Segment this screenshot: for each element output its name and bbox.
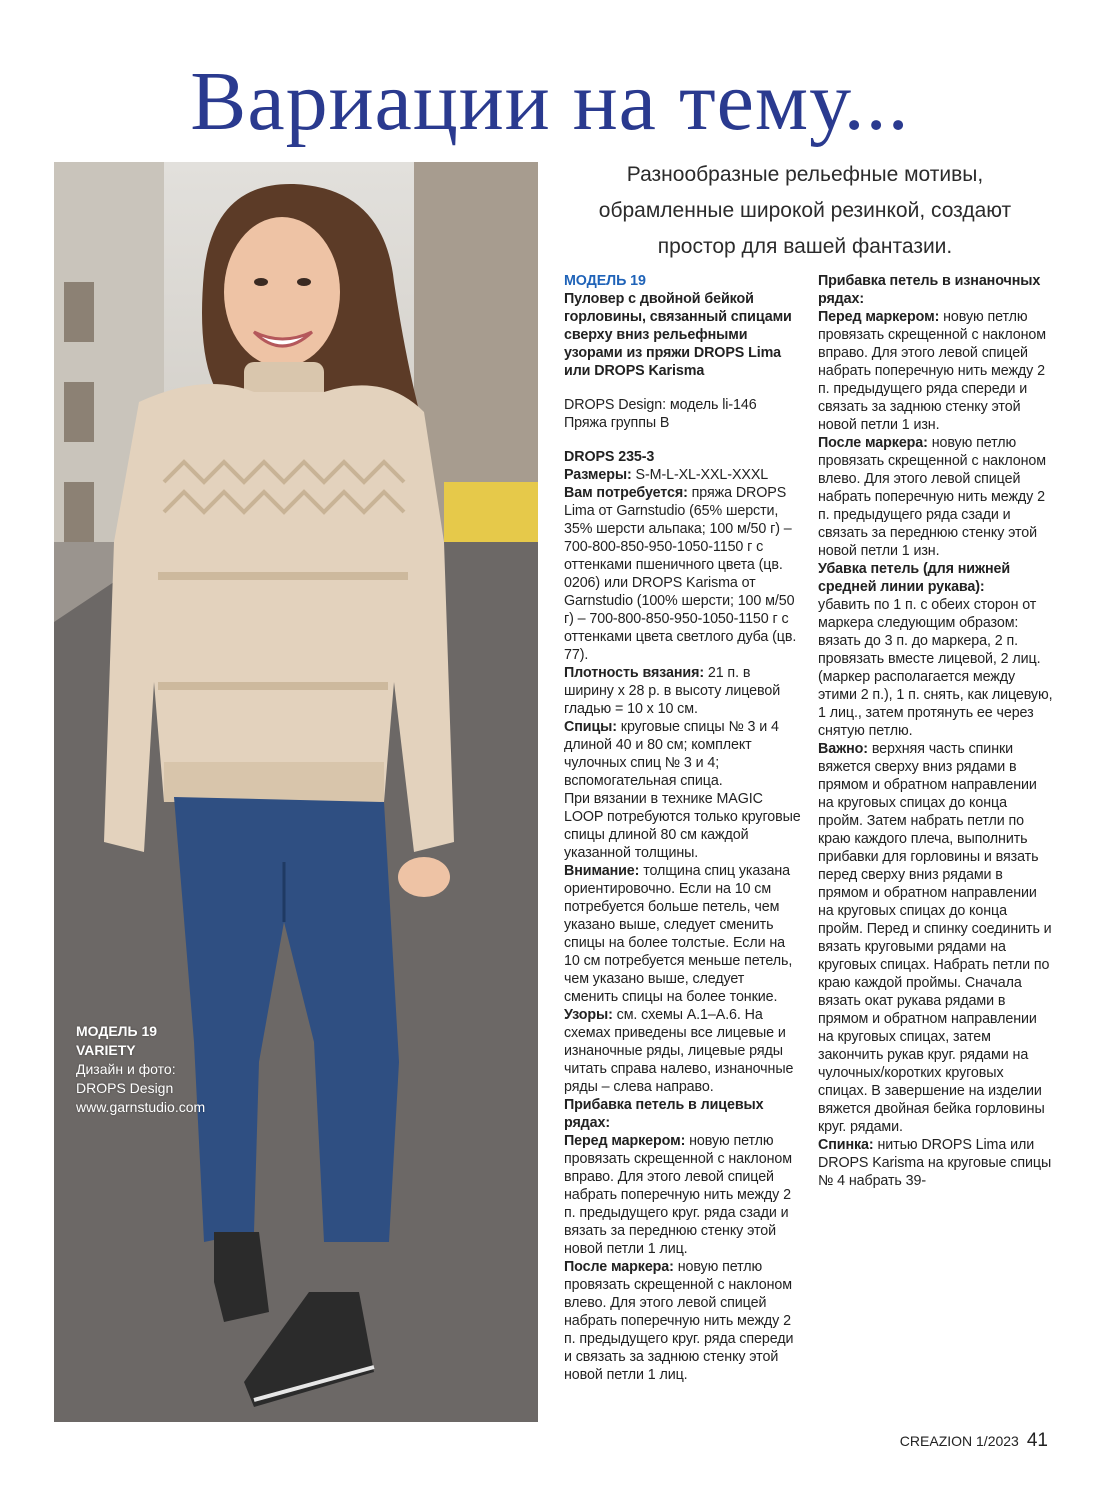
window — [64, 382, 94, 442]
attention-paragraph — [564, 862, 802, 1006]
decrease-paragraph: убавить по 1 п. с обеих сторон от маркера следующим образом: вязать до 3 п. до маркера, 2 п. провязать вместе лицевой, 2 лиц. (маркер располагается между этими 2 п.), 1 п. снять, как лицевую, 1 лиц., затем протянуть ее через снятую петлю. — [818, 597, 1053, 739]
materials-label: Вам потребуется: — [564, 485, 688, 501]
yarn-group: Пряжа группы B — [564, 415, 670, 431]
subtitle-line: обрамленные широкой резинкой, создают — [598, 199, 1012, 222]
inc-ws-after-paragraph — [818, 434, 1054, 560]
hand-right — [398, 857, 450, 897]
caption-credit-label: Дизайн и фото: — [76, 1061, 176, 1077]
subtitle-line: Разнообразные рельефные мотивы, — [626, 163, 984, 186]
inc-ws-after-label: После маркера: — [818, 435, 928, 451]
subtitle — [555, 157, 1055, 265]
model-illustration — [54, 162, 538, 1422]
page-title: Вариации на тему... — [190, 55, 910, 148]
inc-rs-after-label: После маркера: — [564, 1259, 674, 1275]
text-column-1 — [564, 272, 802, 1384]
attention-label: Внимание: — [564, 863, 640, 879]
density-label: Плотность вязания: — [564, 665, 704, 681]
density-value: 21 п. в ширину х 28 р. в высоту лицевой гладью = 10 х 10 см. — [564, 665, 781, 717]
important-value: верхняя часть спинки вяжется сверху вниз рядами в прямом и обратном направлении на круговых спицах до конца пройм. Затем набрать петли по краю каждого плеча, выполнить прибавки для горловины и вязать перед сверху вниз рядами в прямом и обратном направлении на круговых спицах до конца пройм. Перед и спинку соединить и вязать круговыми рядами на круговых спицах. Набрать петли по краю каждой проймы. Сначала вязать окат рукава рядами в прямом и обратном направлении на круговых спицах, затем закончить рукав круг. рядами на чулочных/коротких круговых спицах. В завершение на изделии вяжется двойная бейка горловины круг. рядами. — [818, 741, 1052, 1135]
patterns-label: Узоры: — [564, 1007, 613, 1023]
inc-rs-after-paragraph — [564, 1258, 802, 1384]
eye-left — [254, 278, 268, 286]
inc-rs-before-value: новую петлю провязать скрещенной с наклоном вправо. Для этого левой спицей набрать поперечную нить между 2 п. предыдущего круг. ряда сзади и вязать за переднюю стенку этой новой петли 1 лиц. — [564, 1133, 792, 1257]
patterns-value: см. схемы А.1–А.6. На схемах приведены все лицевые и изнаночные ряды, лицевые ряды читать справа налево, изнаночные ряды – слева направо. — [564, 1007, 794, 1095]
magazine-name: CREAZION 1/2023 — [899, 1433, 1019, 1449]
magic-loop-paragraph: При вязании в технике MAGIC LOOP потребуются только круговые спицы длиной 80 см каждой указанной толщины. — [564, 791, 801, 861]
inc-ws-before-label: Перед маркером: — [818, 309, 940, 325]
density-paragraph — [564, 664, 802, 718]
inc-ws-before-value: новую петлю провязать скрещенной с наклоном вправо. Для этого левой спицей набрать поперечную нить между 2 п. предыдущего ряда спереди и связать за заднюю стенку этой новой петли 1 изн. — [818, 309, 1046, 433]
patterns-paragraph — [564, 1006, 802, 1096]
needles-value: круговые спицы № 3 и 4 длиной 40 и 80 см; комплект чулочных спиц № 3 и 4; вспомогательная спица. — [564, 719, 779, 789]
article-heading: Пуловер с двойной бейкой горловины, связанный спицами сверху вниз рельефными узорами из пряжи DROPS Lima или DROPS Karisma — [564, 291, 792, 379]
sizes-paragraph — [564, 466, 802, 484]
model-label: МОДЕЛЬ 19 — [564, 273, 646, 289]
sizes-label: Размеры: — [564, 467, 632, 483]
pattern-number: DROPS 235-3 — [564, 449, 655, 465]
caption-name: VARIETY — [76, 1042, 136, 1058]
model-photo — [54, 162, 538, 1422]
decrease-heading: Убавка петель (для нижней средней линии рукава): — [818, 561, 1011, 595]
eye-right — [297, 278, 311, 286]
design-line: DROPS Design: модель li-146 — [564, 397, 757, 413]
page-number: 41 — [1026, 1430, 1048, 1451]
inc-rs-heading: Прибавка петель в лицевых рядах: — [564, 1097, 764, 1131]
inc-ws-heading: Прибавка петель в изнаночных рядах: — [818, 273, 1041, 307]
sizes-value: S-M-L-XL-XXL-XXXL — [635, 467, 769, 483]
inc-ws-before-paragraph — [818, 308, 1054, 434]
inc-rs-before-label: Перед маркером: — [564, 1133, 686, 1149]
rib-band — [158, 572, 408, 580]
important-label: Важно: — [818, 741, 868, 757]
page-footer — [900, 1430, 1048, 1452]
caption-credit: DROPS Design — [76, 1080, 174, 1096]
back-value: нитью DROPS Lima или DROPS Karisma на круговые спицы № 4 набрать 39- — [818, 1137, 1052, 1189]
back-paragraph — [818, 1136, 1054, 1190]
back-label: Спинка: — [818, 1137, 874, 1153]
attention-value: толщина спиц указана ориентировочно. Если на 10 см потребуется больше петель, чем указано выше, следует сменить спицы на более толстые. Если на 10 см потребуется меньше петель, чем указано выше, следует сменить спицы на более тонкие. — [564, 863, 793, 1005]
rib-band — [158, 682, 388, 690]
materials-value: пряжа DROPS Lima от Garnstudio (65% шерсти, 35% шерсти альпака; 100 м/50 г) – 700-800-850-950-1050-1150 г с оттенками пшеничного цвета (цв. 0206) или DROPS Karisma от Garnstudio (100% шерсти; 100 м/50 г) – 700-800-850-950-1050-1150 г с оттенками цвета светлого дуба (цв. 77). — [564, 485, 797, 663]
materials-paragraph — [564, 484, 802, 664]
caption-model: МОДЕЛЬ 19 — [76, 1023, 158, 1039]
window — [64, 482, 94, 542]
inc-ws-after-value: новую петлю провязать скрещенной с наклоном влево. Для этого левой спицей набрать поперечную нить между 2 п. предыдущего ряда сзади и связать за переднюю стенку этой новой петли 1 изн. — [818, 435, 1046, 559]
caption-url: www.garnstudio.com — [76, 1099, 206, 1115]
needles-label: Спицы: — [564, 719, 617, 735]
yellow-car — [444, 482, 538, 542]
needles-paragraph — [564, 718, 802, 790]
ribbed-hem — [164, 762, 384, 802]
inc-rs-before-paragraph — [564, 1132, 802, 1258]
important-paragraph — [818, 740, 1054, 1136]
inc-rs-after-value: новую петлю провязать скрещенной с наклоном влево. Для этого левой спицей набрать поперечную нить между 2 п. предыдущего круг. ряда спереди и связать за заднюю стенку этой новой петли 1 лиц. — [564, 1259, 794, 1383]
text-column-2 — [818, 272, 1054, 1190]
subtitle-line: простор для вашей фантазии. — [657, 235, 953, 258]
photo-caption — [76, 1022, 276, 1117]
window — [64, 282, 94, 342]
